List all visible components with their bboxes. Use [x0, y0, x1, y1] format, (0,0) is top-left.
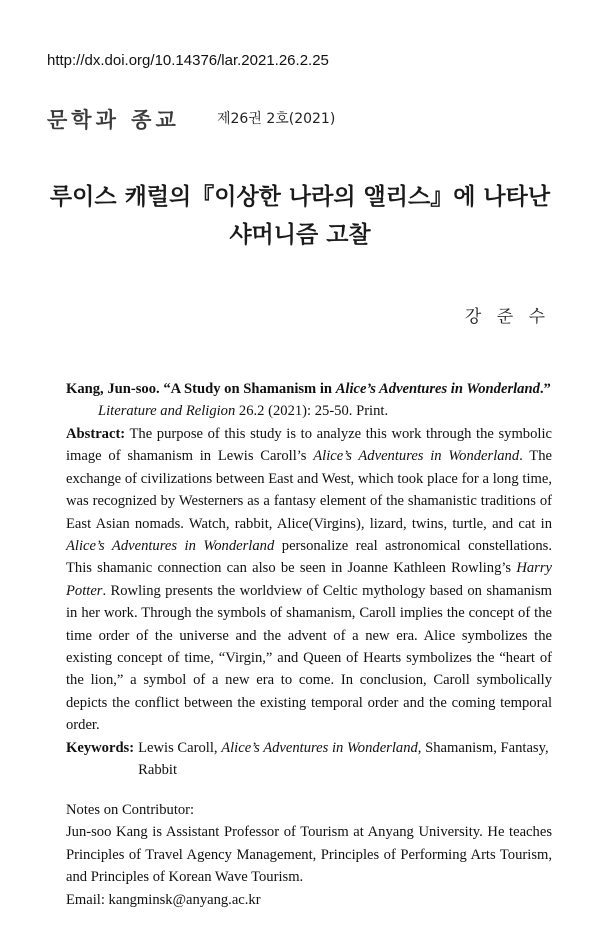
keywords-label: Keywords: [66, 740, 135, 756]
journal-logo: 문학과 종교 [47, 108, 180, 132]
abstract-italic-1: Alice’s Adventures in Wonderland [313, 448, 520, 465]
citation-journal: Literature and Religion [98, 403, 236, 420]
abstract-text-1: The purpose of this study is to analyze this work through the symbolic image of shamanism in Lewis Caroll’s [66, 426, 552, 465]
keywords-post: , Shamanism, Fantasy, Rabbit [138, 740, 549, 779]
abstract-label: Abstract: [66, 426, 126, 442]
notes-heading: Notes on Contributor: [66, 802, 195, 818]
notes-email[interactable]: Email: kangminsk@anyang.ac.kr [66, 891, 261, 908]
citation [66, 378, 552, 423]
article-title [30, 178, 570, 254]
abstract-text-2: . The exchange of civilizations between East and West, which took place for a long time, was recognized by Westerners as a fantasy element of the shamanistic traditions of East Asian nomads. Watch, rabbit, Alice(Virgins), lizard, twins, turtle, and cat in [66, 448, 552, 532]
title-line-2: 샤머니즘 고찰 [229, 222, 371, 248]
abstract-italic-3: Harry Potter [66, 560, 552, 599]
citation-author: Kang, Jun-soo. [66, 381, 160, 397]
keywords-row [66, 737, 552, 782]
notes-on-contributor [66, 799, 552, 911]
author-name: 강 준 수 [464, 307, 550, 327]
citation-title-italic: Alice’s Adventures in Wonderland [335, 381, 540, 397]
abstract-text-3: personalize real astronomical constellations. This shamanic connection can also be seen in Joanne Kathleen Rowling’s [66, 538, 552, 577]
abstract-italic-2: Alice’s Adventures in Wonderland [66, 538, 275, 555]
journal-header [47, 104, 447, 134]
citation-title-post: .” [539, 381, 551, 397]
citation-source [66, 400, 552, 422]
keywords-italic: Alice’s Adventures in Wonderland [221, 740, 418, 756]
keywords [66, 737, 552, 782]
citation-title-pre: “A Study on Shamanism in [163, 381, 336, 397]
notes-bio: Jun-soo Kang is Assistant Professor of Tourism at Anyang University. He teaches Principles of Travel Agency Management, Principles of Performing Arts Tourism, and Principles of Korean Wave Tourism. [66, 824, 552, 886]
citation-details: 26.2 (2021): 25-50. Print. [235, 403, 389, 420]
citation-title [163, 381, 551, 397]
abstract-text-4: . Rowling presents the worldview of Celtic mythology based on shamanism in her work. Through the symbols of shamanism, Caroll implies the concept of the time order of the universe and the advent of a new era. Alice symbolizes the existing concept of time, “Virgin,” and Queen of Hearts symbolizes the “heart of the lion,” a symbol of a new era to come. In conclusion, Caroll symbolically depicts the conflict between the existing temporal order and the coming temporal order. [66, 582, 552, 734]
keywords-list [138, 737, 552, 782]
title-line-1: 루이스 캐럴의『이상한 나라의 앨리스』에 나타난 [49, 184, 551, 210]
abstract [66, 423, 552, 737]
issue-info: 제26권 2호(2021) [217, 111, 336, 127]
doi-link[interactable]: http://dx.doi.org/10.14376/lar.2021.26.2.25 [47, 52, 329, 69]
keywords-pre: Lewis Caroll, [138, 740, 222, 756]
